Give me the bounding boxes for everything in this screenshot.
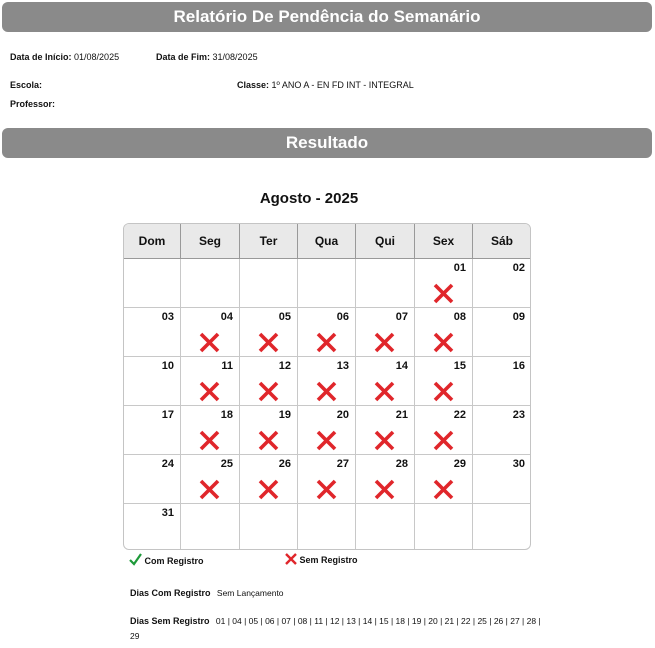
day-cell <box>415 259 473 308</box>
day-cell <box>298 308 356 357</box>
day-number: 20 <box>336 409 349 421</box>
class: Classe: 1º ANO A - EN FD INT - INTEGRAL <box>237 80 414 90</box>
day-cell <box>415 406 473 455</box>
cross-icon <box>285 553 297 565</box>
day-cell <box>473 308 531 357</box>
no-record-cross-icon <box>433 283 454 304</box>
weekday-header: Seg <box>181 224 240 259</box>
weekday-header: Sáb <box>473 224 531 259</box>
report-title-banner <box>2 2 652 32</box>
empty-day-cell <box>240 504 298 550</box>
day-cell <box>240 455 298 504</box>
day-cell <box>298 357 356 406</box>
result-title: Resultado <box>285 133 369 152</box>
no-record-cross-icon <box>199 332 220 353</box>
day-number: 27 <box>336 458 349 470</box>
day-cell <box>181 357 240 406</box>
no-record-cross-icon <box>433 332 454 353</box>
empty-day-cell <box>415 504 473 550</box>
weekday-header: Ter <box>240 224 298 259</box>
no-record-cross-icon <box>433 430 454 451</box>
day-number: 18 <box>220 409 233 421</box>
no-record-cross-icon <box>374 479 395 500</box>
empty-day-cell <box>181 259 240 308</box>
day-number: 31 <box>161 507 174 519</box>
no-record-cross-icon <box>374 430 395 451</box>
day-number: 04 <box>220 311 233 323</box>
no-record-cross-icon <box>258 381 279 402</box>
day-cell <box>473 406 531 455</box>
days-with-record: Dias Com Registro Sem Lançamento <box>130 588 284 598</box>
weekday-header: Qui <box>356 224 415 259</box>
day-cell <box>181 455 240 504</box>
no-record-cross-icon <box>374 332 395 353</box>
day-number: 13 <box>336 360 349 372</box>
empty-day-cell <box>473 504 531 550</box>
weekday-header: Qua <box>298 224 356 259</box>
end-date: Data de Fim: 31/08/2025 <box>156 52 258 62</box>
day-cell <box>124 406 181 455</box>
no-record-cross-icon <box>316 430 337 451</box>
day-number: 10 <box>161 360 174 372</box>
no-record-cross-icon <box>316 381 337 402</box>
no-record-cross-icon <box>258 430 279 451</box>
day-number: 02 <box>512 262 525 274</box>
empty-day-cell <box>298 504 356 550</box>
no-record-cross-icon <box>199 381 220 402</box>
day-cell <box>124 504 181 550</box>
empty-day-cell <box>298 259 356 308</box>
day-number: 25 <box>220 458 233 470</box>
no-record-cross-icon <box>374 381 395 402</box>
school: Escola: <box>10 80 43 90</box>
day-number: 12 <box>278 360 291 372</box>
day-number: 06 <box>336 311 349 323</box>
no-record-cross-icon <box>258 332 279 353</box>
day-cell <box>356 357 415 406</box>
result-banner <box>2 128 652 158</box>
day-cell <box>473 455 531 504</box>
day-number: 09 <box>512 311 525 323</box>
day-number: 11 <box>221 360 233 372</box>
day-number: 07 <box>395 311 408 323</box>
day-number: 14 <box>395 360 408 372</box>
no-record-cross-icon <box>258 479 279 500</box>
day-number: 21 <box>395 409 408 421</box>
day-cell <box>298 455 356 504</box>
empty-day-cell <box>240 259 298 308</box>
weekday-header: Sex <box>415 224 473 259</box>
empty-day-cell <box>124 259 181 308</box>
day-cell <box>415 357 473 406</box>
calendar-title: Agosto - 2025 <box>259 190 359 207</box>
empty-day-cell <box>356 504 415 550</box>
legend-with: Com Registro <box>129 553 204 566</box>
day-number: 15 <box>453 360 466 372</box>
day-cell <box>240 308 298 357</box>
days-without-record: Dias Sem Registro 01 | 04 | 05 | 06 | 07 | 08 | 11 | 12 | 13 | 14 | 15 | 18 | 19 | 20 | 21 | 22 | 25 | 26 | 27 | 28 | <box>130 616 541 626</box>
day-number: 19 <box>278 409 291 421</box>
day-number: 08 <box>453 311 466 323</box>
day-cell <box>356 455 415 504</box>
day-cell <box>124 357 181 406</box>
day-cell <box>181 308 240 357</box>
no-record-cross-icon <box>316 332 337 353</box>
day-number: 22 <box>453 409 466 421</box>
day-cell <box>415 308 473 357</box>
day-number: 23 <box>512 409 525 421</box>
day-cell <box>240 357 298 406</box>
day-number: 29 <box>453 458 466 470</box>
day-cell <box>473 357 531 406</box>
report-title: Relatório De Pendência do Semanário <box>173 7 481 26</box>
calendar-grid <box>123 223 531 550</box>
no-record-cross-icon <box>433 479 454 500</box>
no-record-cross-icon <box>433 381 454 402</box>
day-number: 28 <box>395 458 408 470</box>
day-cell <box>473 259 531 308</box>
no-record-cross-icon <box>199 479 220 500</box>
day-cell <box>356 406 415 455</box>
check-icon <box>129 553 142 566</box>
day-number: 01 <box>453 262 466 274</box>
day-number: 30 <box>512 458 525 470</box>
day-number: 17 <box>161 409 174 421</box>
day-cell <box>298 406 356 455</box>
teacher: Professor: <box>10 99 56 109</box>
day-cell <box>240 406 298 455</box>
weekday-header: Dom <box>124 224 181 259</box>
day-cell <box>124 455 181 504</box>
empty-day-cell <box>356 259 415 308</box>
day-number: 26 <box>278 458 291 470</box>
days-without-record-cont: 29 <box>130 631 140 641</box>
day-number: 03 <box>161 311 174 323</box>
no-record-cross-icon <box>199 430 220 451</box>
legend-without: Sem Registro <box>285 553 358 565</box>
day-number: 24 <box>161 458 174 470</box>
day-cell <box>124 308 181 357</box>
empty-day-cell <box>181 504 240 550</box>
start-date: Data de Início: 01/08/2025 <box>10 52 120 62</box>
day-number: 16 <box>512 360 525 372</box>
no-record-cross-icon <box>316 479 337 500</box>
day-cell <box>356 308 415 357</box>
day-number: 05 <box>278 311 291 323</box>
day-cell <box>181 406 240 455</box>
day-cell <box>415 455 473 504</box>
